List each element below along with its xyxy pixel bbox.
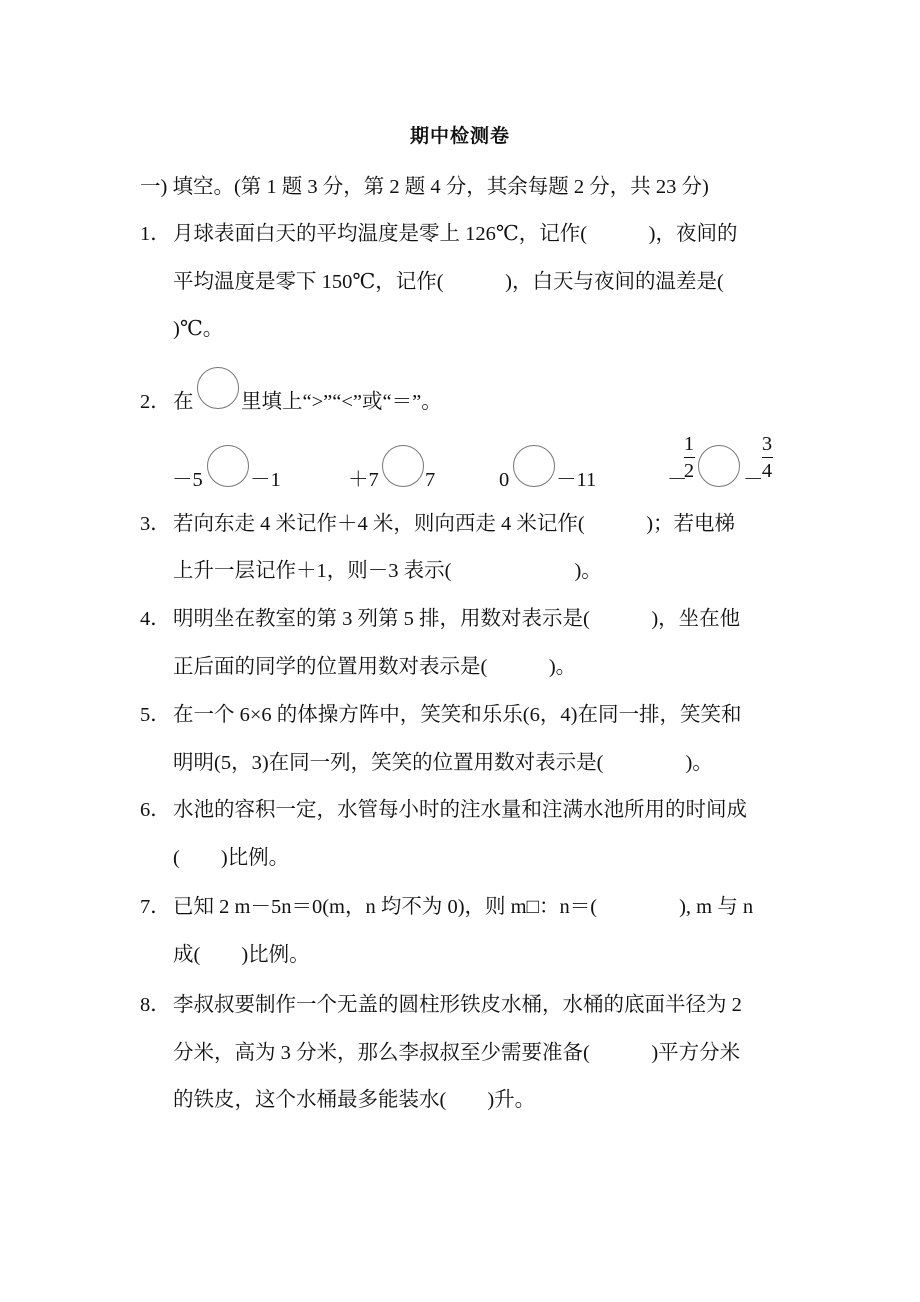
q2-item-4-answer-circle[interactable] [698,445,740,487]
q5-line-1: 在一个 6×6 的体操方阵中，笑笑和乐乐(6，4)在同一排，笑笑和 [173,704,742,726]
q2-item-1-answer-circle[interactable] [207,445,249,487]
q6-line-1: 水池的容积一定，水管每小时的注水量和注满水池所用的时间成 [173,799,747,821]
q4-line-1: 明明坐在教室的第 3 列第 5 排，用数对表示是( )，坐在他 [173,608,741,630]
fraction-bar [684,457,695,458]
question-number-7: 7． [140,896,171,918]
q8-line-3: 的铁皮，这个水桶最多能装水( )升。 [173,1089,536,1111]
fraction-numerator: 1 [683,433,695,455]
q2-instruction-post: 里填上“>”“<”或“＝”。 [241,391,442,413]
q2-instruction-pre: 在 [173,391,194,413]
q8-line-1: 李叔叔要制作一个无盖的圆柱形铁皮水桶，水桶的底面半径为 2 [173,994,742,1016]
fraction-numerator: 3 [761,433,773,455]
fraction-denominator: 4 [761,460,773,483]
q2-item-2-answer-circle[interactable] [382,445,424,487]
fraction-denominator: 2 [683,460,695,483]
q2-item-4-left-sign: － [667,469,688,491]
question-number-6: 6． [140,799,171,821]
q2-item-4-left-fraction [682,433,696,482]
page-title: 期中检测卷 [409,125,510,147]
q2-item-1-left: －5 [172,469,203,491]
q7-line-1: 已知 2 m－5n＝0(m，n 均不为 0)，则 m□：n＝( ), m 与 n [173,896,754,918]
question-number-8: 8． [140,994,171,1016]
q1-line-1: 月球表面白天的平均温度是零上 126℃，记作( )，夜间的 [173,223,738,245]
q6-line-2: ( )比例。 [173,847,290,869]
comparison-circle-icon [197,367,239,409]
q2-item-3-answer-circle[interactable] [513,445,555,487]
q1-line-3: )℃。 [173,318,224,340]
question-number-3: 3． [140,513,171,535]
q2-item-2-right: 7 [425,469,436,491]
q4-line-2: 正后面的同学的位置用数对表示是( )。 [173,656,577,678]
q1-line-2: 平均温度是零下 150℃，记作( )，白天与夜间的温差是( [173,271,724,293]
q5-line-2: 明明(5，3)在同一列，笑笑的位置用数对表示是( )。 [173,752,713,774]
question-number-4: 4． [140,608,171,630]
q2-item-4-right-fraction [760,433,774,482]
q2-item-1-right: －1 [250,469,281,491]
question-number-5: 5． [140,704,171,726]
q8-line-2: 分米，高为 3 分米，那么李叔叔至少需要准备( )平方分米 [173,1042,741,1064]
q2-item-4-right-sign: － [743,469,764,491]
q7-line-2: 成( )比例。 [173,944,310,966]
q3-line-1: 若向东走 4 米记作＋4 米，则向西走 4 米记作( )；若电梯 [173,513,736,535]
section-heading: 一) 填空。(第 1 题 3 分，第 2 题 4 分，其余每题 2 分，共 23 分) [140,176,709,198]
q2-item-2-left: ＋7 [348,469,379,491]
question-number-1: 1． [140,223,171,245]
q2-item-3-left: 0 [499,469,510,491]
q2-item-3-right: －11 [556,469,597,491]
fraction-bar [762,457,773,458]
question-number-2: 2． [140,391,171,413]
q3-line-2: 上升一层记作＋1，则－3 表示( )。 [173,560,602,582]
